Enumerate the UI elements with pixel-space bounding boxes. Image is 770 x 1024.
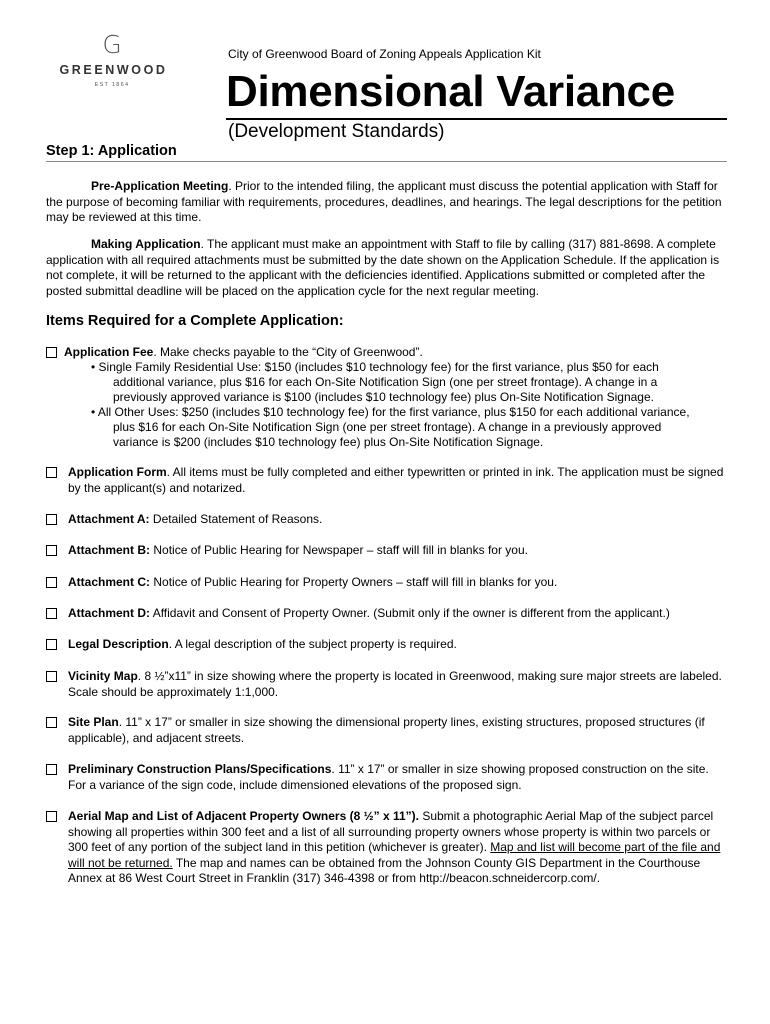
checklist-item-attachment-c [46, 575, 727, 591]
fee-other-line-2: plus $16 for each On-Site Notification Sign (one per street frontage). A change in a previously approved [113, 420, 662, 434]
checklist-item-attachment-a [46, 512, 727, 528]
checklist-item-legal-description [46, 637, 727, 653]
item-text: Notice of Public Hearing for Newspaper – staff will fill in blanks for you. [150, 543, 528, 557]
item-label: Vicinity Map [68, 669, 138, 683]
item-text-underlined: Map and list will become part of the file and will not be returned. [68, 840, 721, 870]
step-heading: Step 1: Application [46, 143, 177, 159]
checklist-item-attachment-b [46, 543, 727, 559]
checkbox-icon[interactable] [46, 764, 57, 775]
checklist-item-site-plan [46, 715, 727, 747]
making-application-text: . The applicant must make an appointment with Staff to file by calling (317) 881-8698. A complete application with all required attachments must be submitted by the date shown on the Application Schedule. If the application is not complete, it will be returned to the applicant with the deficiencies identified. Applications submitted or completed after the posted submittal deadline will be placed on the application cycle for the next regular meeting. [46, 237, 720, 298]
fee-residential-line-2: additional variance, plus $16 for each On-Site Notification Sign (one per street frontage). A change in a [113, 375, 658, 389]
item-text: . 11” x 17” or smaller in size showing proposed construction on the site. For a variance of the sign code, include dimensioned elevations of the proposed sign. [68, 762, 709, 792]
fee-other-line-3: variance is $200 (includes $10 technology fee) plus On-Site Notification Signage. [113, 435, 544, 449]
checkbox-icon[interactable] [46, 639, 57, 650]
item-text: Notice of Public Hearing for Property Owners – staff will fill in blanks for you. [150, 575, 558, 589]
kit-line: City of Greenwood Board of Zoning Appeals Application Kit [228, 47, 541, 61]
title-divider [226, 118, 727, 120]
pre-application-paragraph [46, 179, 726, 226]
item-label: Attachment B: [68, 543, 151, 557]
fee-residential-line-3: previously approved variance is $100 (includes $10 technology fee) plus On-Site Notification Signage. [113, 390, 654, 404]
page-title: Dimensional Variance [226, 67, 675, 116]
items-heading: Items Required for a Complete Application: [46, 313, 344, 329]
checkbox-icon[interactable] [46, 811, 57, 822]
checkbox-icon[interactable] [46, 577, 57, 588]
item-label: Site Plan [68, 715, 119, 729]
checkbox-icon[interactable] [46, 514, 57, 525]
item-text-continued: The map and names can be obtained from the Johnson County GIS Department in the Courthouse Annex at 86 West Court Street in Franklin (317) 346-4398 or from http://beacon.schneidercorp.com/. [68, 855, 701, 885]
item-label: Application Fee [64, 345, 154, 359]
checklist-item-preliminary-plans [46, 762, 727, 794]
checkbox-icon[interactable] [46, 671, 57, 682]
logo-name: GREENWOOD [59, 63, 168, 77]
item-text: . 11” x 17” or smaller in size showing the dimensional property lines, existing structures, proposed structures (if applicable), and adjacent streets. [68, 715, 705, 745]
making-application-paragraph [46, 237, 726, 299]
making-application-label: Making Application [91, 237, 201, 251]
item-text: Detailed Statement of Reasons. [149, 512, 323, 526]
logo-letter: G [102, 30, 122, 59]
checkbox-icon[interactable] [46, 717, 57, 728]
item-label: Legal Description [68, 637, 169, 651]
item-label: Attachment A: [68, 512, 150, 526]
checklist-item-application-form [46, 465, 727, 497]
item-text: . Make checks payable to the “City of Greenwood”. [153, 345, 423, 359]
item-label: Aerial Map and List of Adjacent Property Owners (8 ½” x 11”). [68, 809, 419, 823]
item-text: . 8 ½”x11” in size showing where the property is located in Greenwood, making sure major streets are labeled. Scale should be approximately 1:1,000. [68, 669, 722, 699]
checkbox-icon[interactable] [46, 608, 57, 619]
item-text: Affidavit and Consent of Property Owner. (Submit only if the owner is different from the applicant.) [150, 606, 670, 620]
item-label: Preliminary Construction Plans/Specifications [68, 762, 332, 776]
checklist-item-aerial-map [46, 809, 727, 904]
fee-residential-line-1: • Single Family Residential Use: $150 (includes $10 technology fee) for the first variance, plus $50 for each [91, 360, 659, 374]
checklist-item-application-fee [46, 345, 727, 455]
greenwood-logo [50, 32, 174, 89]
item-text: . All items must be fully completed and either typewritten or printed in ink. The application must be signed by the applicant(s) and notarized. [68, 465, 724, 495]
pre-application-text: . Prior to the intended filing, the applicant must discuss the potential application with Staff for the purpose of becoming familiar with requirements, procedures, deadlines, and hearings. The legal descriptions for the petition may be reviewed at this time. [46, 179, 722, 224]
checklist-item-attachment-d [46, 606, 727, 622]
step-divider [46, 161, 727, 162]
item-label: Attachment D: [68, 606, 151, 620]
fee-other-line-1: • All Other Uses: $250 (includes $10 technology fee) for the first variance, plus $150 for each additional variance, [91, 405, 690, 419]
checkbox-icon[interactable] [46, 467, 57, 478]
item-text: Submit a photographic Aerial Map of the subject parcel showing all properties within 300 feet and a list of all surrounding property owners whose property is within two parcels or 300 feet of any portion of the subject land in this petition (whichever is greater). [68, 809, 714, 854]
item-text: . A legal description of the subject property is required. [168, 637, 457, 651]
item-label: Application Form [68, 465, 167, 479]
page-subtitle: (Development Standards) [228, 121, 445, 142]
checkbox-icon[interactable] [46, 347, 57, 358]
item-label: Attachment C: [68, 575, 151, 589]
logo-established: EST 1864 [94, 82, 130, 88]
checkbox-icon[interactable] [46, 545, 57, 556]
pre-application-label: Pre-Application Meeting [91, 179, 229, 193]
checklist-item-vicinity-map [46, 669, 727, 701]
